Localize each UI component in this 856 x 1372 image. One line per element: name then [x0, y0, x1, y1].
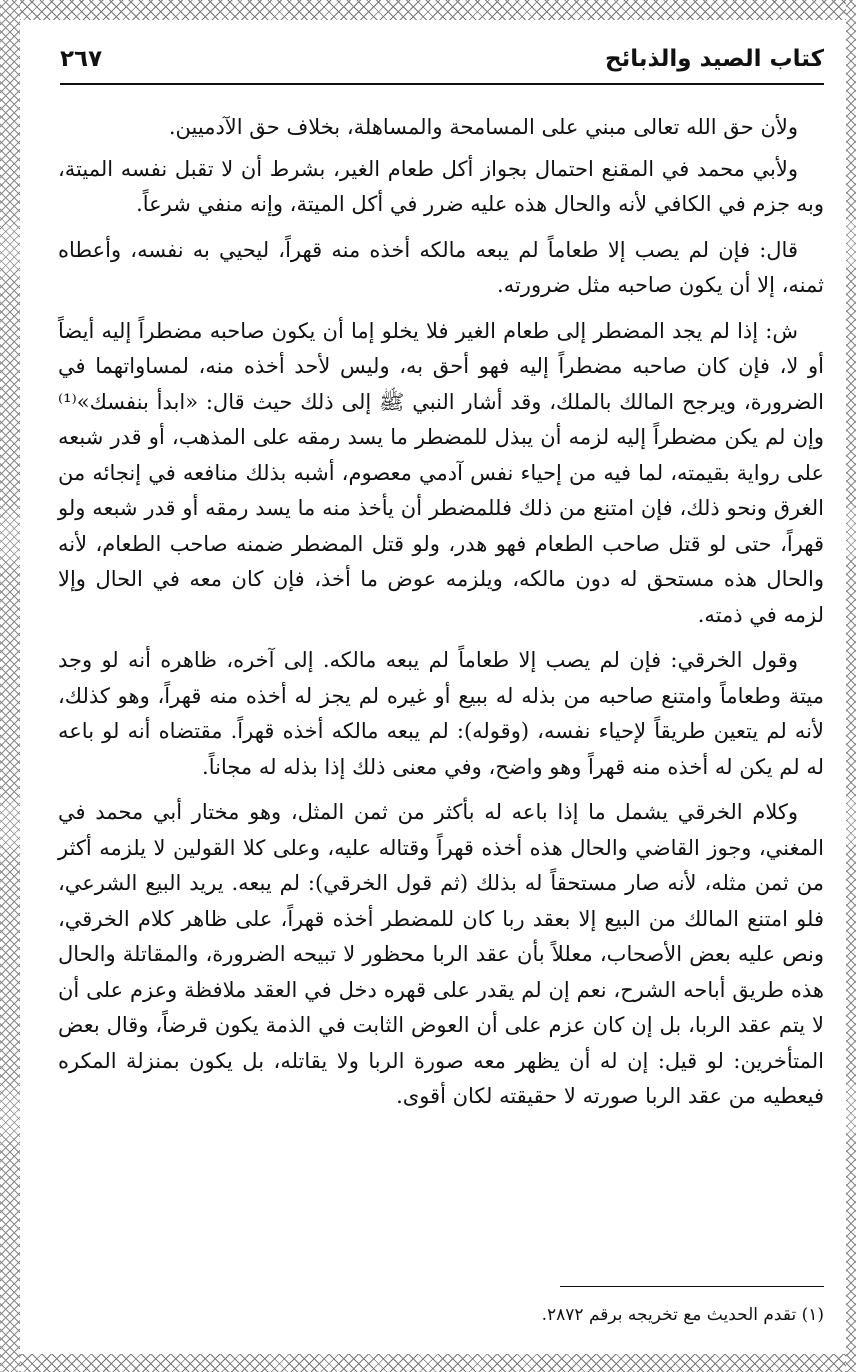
decorative-border-left: [0, 0, 20, 1372]
decorative-border-right: [846, 0, 856, 1372]
paragraph: وكلام الخرقي يشمل ما إذا باعه له بأكثر من ثمن المثل، وهو مختار أبي محمد في المغني، وجوز القاضي والحال هذه أخذه قهراً وقتاله عليه، وعلى كلا القولين لا يلزمه أكثر من ثمن مثله، لأنه صار مستحقاً له بذلك (ثم قول الخرقي): لم يبعه. يريد البيع الشرعي، فلو امتنع المالك من البيع إلا بعقد ربا كان للمضطر أخذه قهراً، على ظاهر كلام الخرقي، ونص عليه بعض الأصحاب، معللاً بأن عقد الربا محظور لا تبيحه الضرورة، والمقاتلة والحال هذه طريق أباحه الشرح، نعم إن لم يقدر على قهره دخل في العقد ملافظة وعزم على أن لا يتم عقد الربا، بل إن كان عزم على أن العوض الثابت في الذمة يكون قرضاً، وقال بعض المتأخرين: لو قيل: إن له أن يظهر معه صورة الربا ولا يقاتله، بل يكون بمنزلة المكره فيعطيه من عقد الربا صورته لا حقيقته لكان أقوى.: [58, 800, 824, 1108]
book-title: كتاب الصيد والذبائح: [605, 46, 824, 72]
paragraph: وقول الخرقي: فإن لم يصب إلا طعاماً لم يبعه مالكه. إلى آخره، ظاهره أنه لو وجد ميتة وطعاماً وامتنع صاحبه من بذله له ببيع أو غيره لم يجز له أخذه منه قهراً، وهو كذلك، لأنه لم يتعين طريقاً لإحياء نفسه، (وقوله): لم يبعه مالكه أخذه قهراً. مقتضاه أنه لو باعه له لم يكن له أخذه منه قهراً وهو واضح، وفي معنى ذلك إذا بذله له مجاناً.: [58, 648, 824, 779]
running-head: [60, 44, 824, 84]
footnote-rule: [560, 1286, 824, 1287]
page-number: ٢٦٧: [60, 46, 103, 72]
paragraph: ولأن حق الله تعالى مبني على المسامحة والمساهلة، بخلاف حق الآدميين.: [168, 115, 798, 139]
footnote: (١) تقدم الحديث مع تخريجه برقم ٢٨٧٢.: [541, 1305, 824, 1325]
main-text: [58, 110, 824, 1125]
paragraph: ولأبي محمد في المقنع احتمال بجواز أكل طعام الغير، بشرط أن لا تقبل نفسه الميتة، وبه جزم في الكافي لأنه والحال هذه عليه ضرر في أكل الميتة، وإنه منفي شرعاً.: [58, 156, 824, 216]
paragraph: ش: إذا لم يجد المضطر إلى طعام الغير فلا يخلو إما أن يكون صاحبه مضطراً إليه أيضاً أو لا، فإن كان صاحبه مضطراً إليه فهو أحق به، وليس لأحد أخذه منه، لمساواتهما في الضرورة، ويرجح المالك بالملك، وقد أشار النبي ﷺ إلى ذلك حيث قال: «ابدأ بنفسك»⁽¹⁾ وإن لم يكن مضطراً إليه لزمه أن يبذل للمضطر ما يسد رمقه على المذهب، أو قدر شبعه على رواية بقيمته، لما فيه من إحياء نفس آدمي معصوم، أشبه بذلك منافعه في إنجائه من الغرق ونحو ذلك، فإن امتنع من ذلك فللمضطر أن يأخذ منه ما يسد رمقه أو قدر شبعه ولو قهراً، حتى لو قتل صاحب الطعام فهو هدر، ولو قتل المضطر ضمنه صاحب الطعام، لأنه والحال هذه مستحق له دون مالكه، ويلزمه عوض ما أخذ، فإن كان معه في الحال وإلا لزمه في ذمته.: [58, 318, 824, 627]
paragraph: قال: فإن لم يصب إلا طعاماً لم يبعه مالكه أخذه منه قهراً، ليحيي به نفسه، وأعطاه ثمنه، إلا أن يكون صاحبه مثل ضرورته.: [58, 237, 824, 297]
header-rule: [60, 83, 824, 85]
decorative-border-bottom: [0, 1354, 856, 1372]
decorative-border-top: [0, 0, 856, 20]
